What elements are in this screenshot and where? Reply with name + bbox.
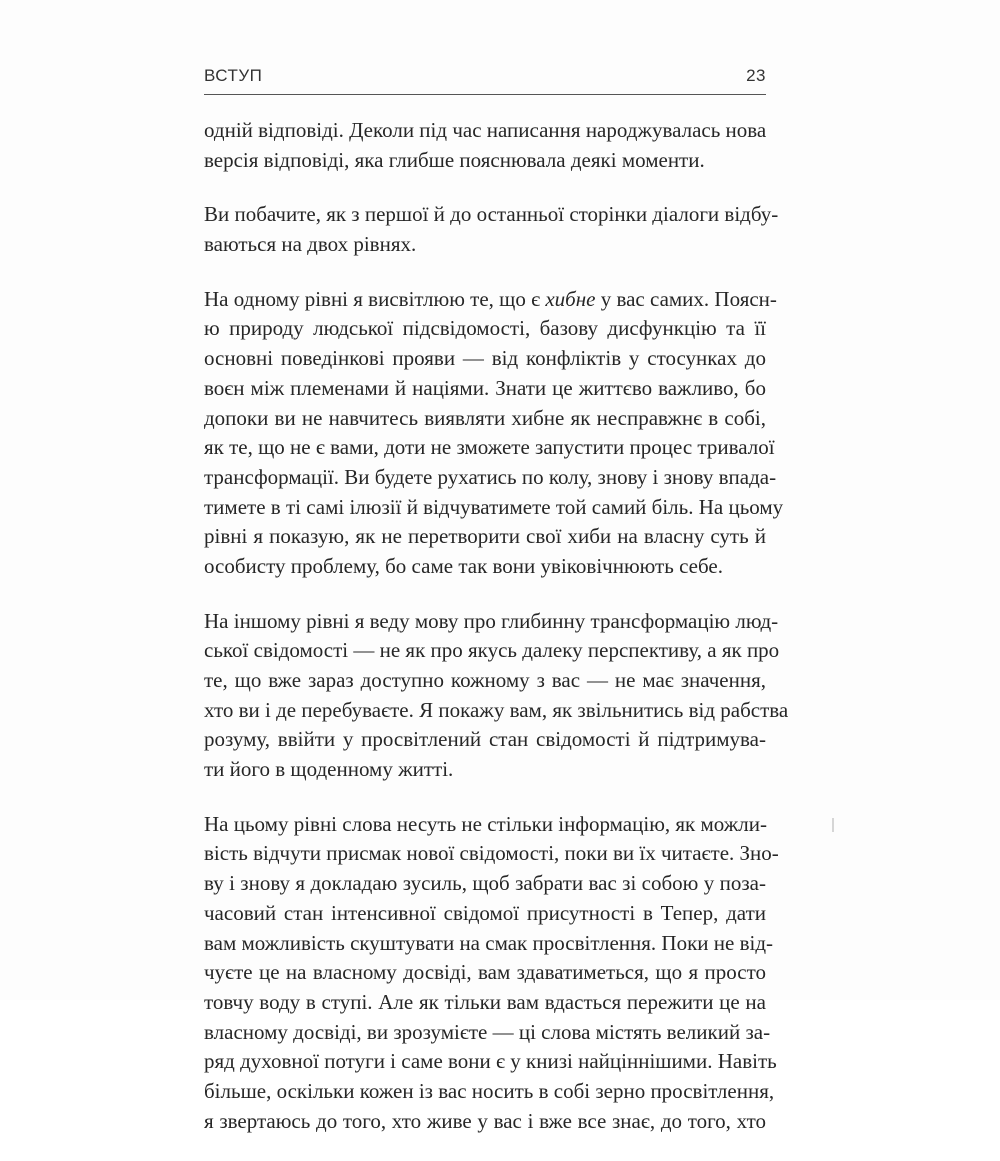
text-line: одній відповіді. Деколи під час написання народжувалась нова	[204, 118, 767, 142]
text-line: версія відповіді, яка глибше пояснювала деякі моменти.	[204, 147, 705, 172]
text-line: допоки ви не навчитесь виявляти хибне як несправжнє в собі,	[204, 405, 766, 430]
text-line: вість відчути присмак нової свідомості, поки ви їх читаєте. Зно-	[204, 841, 779, 866]
text-line: хто ви і де перебуваєте. Я покажу вам, як звільнитись від рабства	[204, 697, 789, 722]
text-line	[204, 285, 777, 315]
text-line: ської свідомості — не як про якусь далеку перспективу, а як про	[204, 638, 780, 663]
chapter-title: ВСТУП	[204, 66, 263, 85]
text-line: я звертаюсь до того, хто живе у вас і вже все знає, до того, хто	[204, 1108, 766, 1133]
paragraph	[204, 810, 779, 1137]
text-line: На цьому рівні слова несуть не стільки інформацію, як можли-	[204, 811, 767, 836]
text-line: розуму, ввійти у просвітлений стан свідомості й підтримува-	[204, 727, 766, 752]
text-line: трансформації. Ви будете рухатись по колу, знову і знову впада-	[204, 464, 777, 489]
text-segment: у вас самих. Поясн-	[595, 286, 777, 311]
text-line: вам можливість скуштувати на смак просвітлення. Поки не від-	[204, 930, 774, 955]
emphasized-word: хибне	[545, 286, 596, 311]
paragraph	[204, 285, 784, 582]
text-segment: На одному рівні я висвітлюю те, що є	[204, 286, 546, 311]
page-number: 23	[746, 66, 766, 85]
text-line: ти його в щоденному житті.	[204, 757, 454, 782]
paper-speck	[832, 818, 834, 832]
body-text	[204, 116, 789, 1161]
text-line: воєн між племенами й націями. Знати це життєво важливо, бо	[204, 375, 766, 400]
text-line: тимете в ті самі ілюзії й відчуватимете той самий біль. На цьому	[204, 494, 784, 519]
text-line: ваються на двох рівнях.	[204, 232, 417, 257]
paragraph	[204, 200, 779, 259]
text-line: власному досвіді, ви зрозумієте — ці слова містять великий за-	[204, 1019, 771, 1044]
paragraph	[204, 116, 766, 175]
running-head	[204, 66, 766, 92]
text-line: особисту проблему, бо саме так вони увіковічнюють себе.	[204, 553, 723, 578]
text-line: товчу воду в ступі. Але як тільки вам вдасться пережити це на	[204, 989, 766, 1014]
text-line: більше, оскільки кожен із вас носить в собі зерно просвітлення,	[204, 1078, 775, 1103]
text-line: основні поведінкові прояви — від конфліктів у стосунках до	[204, 346, 766, 371]
text-line: часовий стан інтенсивної свідомої присутності в Тепер, дати	[204, 900, 766, 925]
text-line: ряд духовної потуги і саме вони є у книзі найціннішими. Навіть	[204, 1049, 777, 1074]
text-line: як те, що не є вами, доти не зможете запустити процес тривалої	[204, 435, 775, 460]
text-line: ву і знову я докладаю зусиль, щоб забрати вас зі собою у поза-	[204, 871, 766, 896]
text-line: Ви побачите, як з першої й до останньої сторінки діалоги відбу-	[204, 202, 779, 227]
text-line: чуєте це на власному досвіді, вам здаватиметься, що я просто	[204, 960, 766, 985]
text-line: те, що вже зараз доступно кожному з вас — не має значення,	[204, 668, 766, 692]
text-line: На іншому рівні я веду мову про глибинну трансформацію люд-	[204, 608, 779, 633]
text-line: рівні я показую, як не перетворити свої хиби на власну суть й	[204, 524, 766, 549]
paragraph	[204, 607, 789, 785]
header-rule	[204, 94, 766, 95]
text-line: ю природу людської підсвідомості, базову дисфункцію та її	[204, 316, 766, 341]
